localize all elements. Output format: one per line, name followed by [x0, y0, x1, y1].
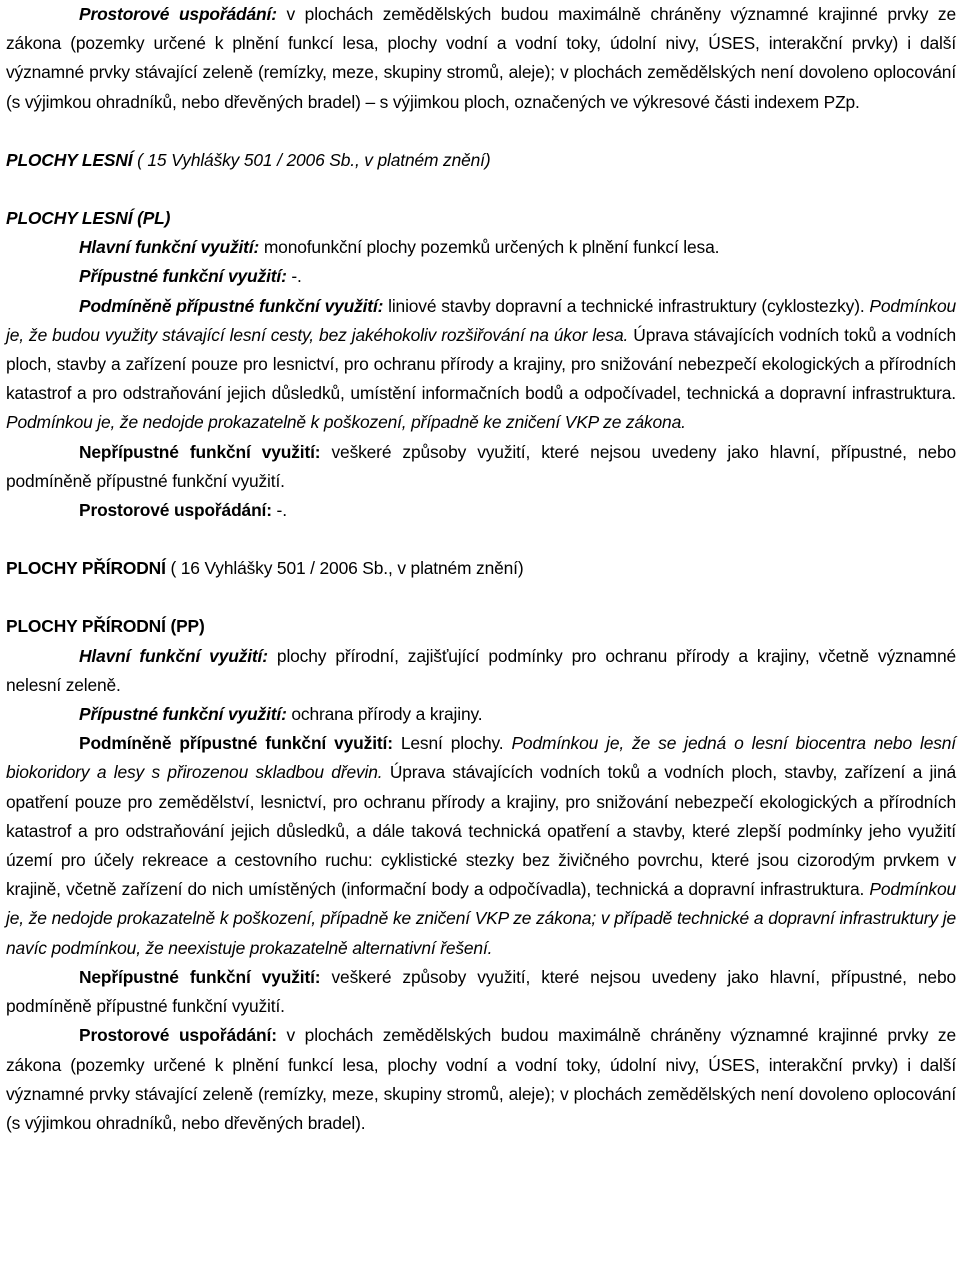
subheading-plochy-prirodni-pp: PLOCHY PŘÍRODNÍ (PP)	[6, 616, 205, 637]
text-podminka-1: Podmínkou je, že se jedná o lesní biocentra nebo lesní biokoridory a lesy s přirozenou skladbou dřevin.	[6, 733, 956, 783]
text-prostorove: -.	[276, 500, 287, 521]
heading-suffix: , v platném znění)	[387, 558, 524, 579]
label-nepripustne: Nepřípustné funkční využití:	[79, 441, 321, 462]
heading-reference: ( 15 Vyhlášky 501 / 2006 Sb.	[132, 149, 355, 170]
subheading-plochy-lesni-pl: PLOCHY LESNÍ (PL)	[6, 208, 171, 229]
paragraph-lesni-podminene	[6, 292, 956, 438]
text-hlavni: plochy přírodní, zajišťující podmínky pro ochranu přírody a krajiny, včetně významné nelesní zeleně.	[6, 645, 956, 695]
paragraph-prirodni-nepripustne	[6, 963, 956, 1021]
label-hlavni: Hlavní funkční využití:	[79, 237, 260, 258]
paragraph-lesni-prostorove	[6, 496, 956, 525]
text-podminka-2: Podmínkou je, že nedojde prokazatelně k poškození, případně ke zničení VKP ze zákona.	[6, 412, 686, 433]
paragraph-lesni-nepripustne	[6, 438, 956, 496]
label-hlavni: Hlavní funkční využití:	[79, 645, 268, 666]
paragraph-prirodni-pripustne	[6, 700, 956, 729]
spacer	[6, 583, 956, 612]
text-podminka-1: Podmínkou je, že budou využity stávající lesní cesty, bez jakéhokoliv rozšiřování na úkor lesa.	[6, 295, 957, 345]
paragraph-prirodni-prostorove	[6, 1021, 956, 1138]
heading-title: PLOCHY PŘÍRODNÍ	[6, 558, 166, 579]
label-pripustne: Přípustné funkční využití:	[79, 704, 287, 725]
label-nepripustne: Nepřípustné funkční využití:	[79, 966, 321, 987]
heading-reference: ( 16 Vyhlášky 501 / 2006 Sb.	[165, 558, 388, 579]
label-prostorove-usporadani: Prostorové uspořádání:	[79, 4, 277, 24]
text-nepripustne: veškeré způsoby využití, které nejsou uvedeny jako hlavní, přípustné, nebo podmíněně přípustné funkční využití.	[6, 966, 956, 1017]
heading-suffix: , v platném znění)	[354, 149, 491, 170]
text-podminene-2: Úprava stávajících vodních toků a vodních ploch, stavby, zařízení a jiná opatření pouze pro zemědělství, lesnictví, pro ochranu přírody a krajiny, pro snižování nebezpečí ekologických a přírodních katastrof a pro odstraňování jejich důsledků, a dále taková technická opatření a stavby, které zlepší podmínky jeho využití území pro účely rekreace a cestovního ruchu: cyklistické stezky bez živičného povrchu, které jsou cizorodým prvkem v krajině, včetně zařízení do nich umístěných (informační body a odpočívadla), technická a dopravní infrastruktura.	[6, 762, 956, 900]
spacer	[6, 525, 956, 554]
label-pripustne: Přípustné funkční využití:	[79, 266, 292, 287]
text-prostorove: v plochách zemědělských budou maximálně chráněny významné krajinné prvky ze zákona (pozemky určené k plnění funkcí lesa, plochy vodní a vodní toky, údolní nivy, ÚSES, interakční prvky) i další významné prvky stávající zeleně (remízky, meze, skupiny stromů, aleje); v plochách zemědělských není dovoleno oplocování (s výjimkou ohradníků, nebo dřevěných bradel).	[6, 1025, 956, 1133]
text-podminene-2: Úprava stávajících vodních toků a vodních ploch, stavby a zařízení pouze pro lesnictví, pro ochranu přírody a krajiny, pro snižování nebezpečí ekologických a přírodních katastrof a pro odstraňování jejich důsledků, umístění informačních bodů a odpočívadel, technická a dopravní infrastruktura.	[6, 324, 956, 404]
label-prostorove: Prostorové uspořádání:	[79, 1025, 277, 1046]
label-podminene: Podmíněně přípustné funkční využití:	[79, 295, 384, 316]
paragraph-lesni-pripustne	[6, 262, 956, 291]
text-pripustne: ochrana přírody a krajiny.	[286, 704, 483, 725]
spacer	[6, 175, 956, 204]
text-podminene: liniové stavby dopravní a technické infrastruktury (cyklostezky).	[383, 295, 870, 316]
text-pripustne: -.	[291, 266, 302, 287]
heading-title: PLOCHY LESNÍ	[6, 149, 133, 170]
text-podminene: Lesní plochy.	[392, 733, 512, 754]
section-heading-plochy-prirodni	[6, 554, 956, 583]
paragraph-lesni-hlavni	[6, 233, 956, 262]
section-heading-plochy-lesni	[6, 146, 956, 175]
text-prostorove-usporadani: v plochách zemědělských budou maximálně chráněny významné krajinné prvky ze zákona (pozemky určené k plnění funkcí lesa, plochy vodní a vodní toky, údolní nivy, ÚSES, interakční prvky) i další významné prvky stávající zeleně (remízky, meze, skupiny stromů, aleje); v plochách zemědělských není dovoleno oplocování (s výjimkou ohradníků, nebo dřevěných bradel) – s výjimkou ploch, označených ve výkresové části indexem PZp.	[6, 4, 956, 112]
paragraph-prirodni-hlavni	[6, 642, 956, 700]
text-nepripustne: veškeré způsoby využití, které nejsou uvedeny jako hlavní, přípustné, nebo podmíněně přípustné funkční využití.	[6, 441, 956, 491]
spacer	[6, 117, 956, 146]
paragraph-prirodni-podminene	[6, 729, 956, 963]
label-prostorove: Prostorové uspořádání:	[79, 500, 277, 521]
text-podminka-2: Podmínkou je, že nedojde prokazatelně k poškození, případně ke zničení VKP ze zákona; v případě technické a dopravní infrastruktury je navíc podmínkou, že neexistuje prokazatelně alternativní řešení.	[6, 879, 956, 958]
text-hlavni: monofunkční plochy pozemků určených k plnění funkcí lesa.	[259, 237, 720, 258]
label-podminene: Podmíněně přípustné funkční využití:	[79, 733, 393, 754]
paragraph-prostorove-zemedelske	[6, 0, 956, 117]
